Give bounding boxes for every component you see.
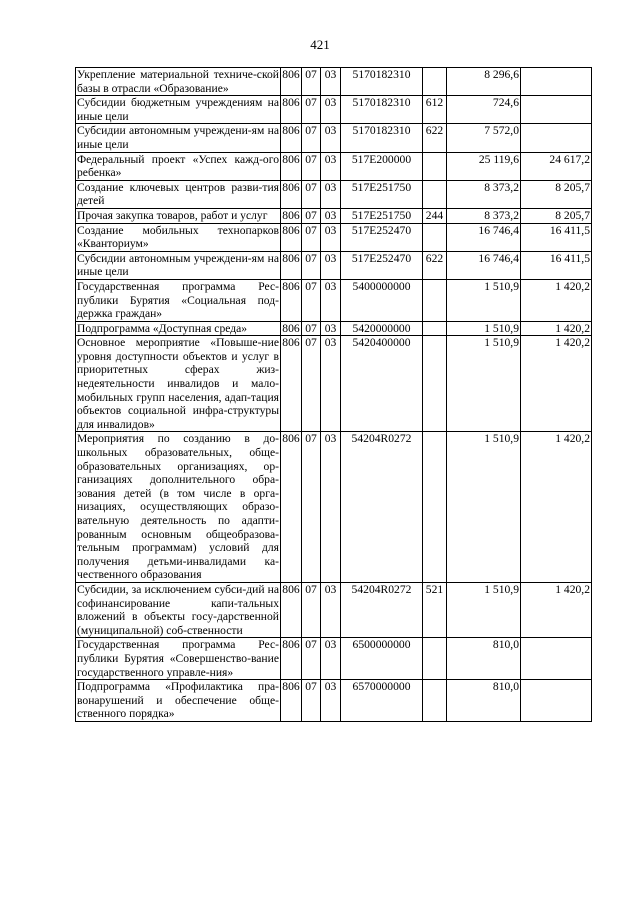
subsection-code: 03 [321, 680, 341, 722]
section-code: 07 [302, 96, 321, 124]
expense-type-code [423, 279, 447, 321]
expense-type-code [423, 321, 447, 336]
subsection-code: 03 [321, 208, 341, 223]
ministry-code: 806 [281, 638, 302, 680]
expense-type-code [423, 223, 447, 251]
table-row [76, 432, 592, 583]
section-code: 07 [302, 68, 321, 96]
table-row [76, 180, 592, 208]
expense-type-code [423, 638, 447, 680]
expense-type-code: 622 [423, 124, 447, 152]
budget-table [75, 67, 592, 722]
item-name: Основное мероприятие «Повыше-ние уровня доступности объектов и услуг в приоритетных сферах жиз-недеятельности инвалидов и мало-мобильных групп населения, адап-тация объектов социальной инфра-структуры для инвалидов» [77, 336, 279, 431]
ministry-code: 806 [282, 321, 300, 335]
section-code: 07 [302, 180, 321, 208]
subsection-code: 03 [321, 180, 341, 208]
amount-year-1: 1 510,9 [447, 321, 521, 336]
expense-type-code [423, 432, 447, 583]
item-name: Подпрограмма «Профилактика пра-вонарушений и обеспечение обще-ственного порядка» [77, 680, 279, 721]
item-name: Подпрограмма «Доступная среда» [76, 321, 281, 336]
amount-year-2: 8 205,7 [521, 208, 592, 223]
subsection-code: 03 [321, 279, 341, 321]
amount-year-1: 1 510,9 [447, 582, 521, 637]
subsection-code: 03 [321, 68, 341, 96]
item-name: Субсидии автономным учреждени-ям на иные цели [77, 124, 279, 151]
expense-type-code [423, 152, 447, 180]
subsection-code: 03 [321, 223, 341, 251]
item-name: Субсидии автономным учреждени-ям на иные цели [77, 251, 279, 279]
table-row [76, 336, 592, 432]
subsection-code: 03 [321, 124, 341, 152]
subsection-code: 03 [321, 432, 341, 583]
target-article-code: 54204R0272 [341, 582, 423, 637]
amount-year-2: 1 420,2 [521, 336, 592, 432]
subsection-code: 03 [321, 638, 341, 680]
ministry-code: 806 [281, 96, 302, 124]
section-code: 07 [302, 582, 321, 637]
amount-year-1: 8 373,2 [447, 208, 521, 223]
section-code: 07 [302, 152, 321, 180]
table-row [76, 321, 592, 336]
item-name: Мероприятия по созданию в до-школьных образовательных, обще-образовательных организациях, ор-ганизациях дополнительного обра-зования детей (в том числе в орга-низациях, осуществляющих образо-вательную деятельность по адапти-рованным основным общеобразова-тельным программам) условий для получения детьми-инвалидами ка-чественного образования [77, 432, 279, 582]
section-code: 07 [302, 336, 321, 432]
table-row [76, 279, 592, 321]
item-name: Прочая закупка товаров, работ и услуг [76, 208, 281, 223]
section-code: 07 [302, 279, 321, 321]
amount-year-1: 810,0 [447, 680, 521, 722]
amount-year-2 [521, 124, 592, 152]
table-row [76, 152, 592, 180]
amount-year-1: 8 373,2 [447, 180, 521, 208]
amount-year-2: 24 617,2 [521, 152, 592, 180]
page-number: 421 [310, 37, 330, 52]
subsection-code: 03 [321, 96, 341, 124]
amount-year-1: 1 510,9 [447, 279, 521, 321]
item-name: Создание ключевых центров разви-тия детей [77, 180, 279, 208]
expense-type-code [423, 180, 447, 208]
item-name: Государственная программа Рес-публики Бурятия «Совершенство-вание государственного управле-ния» [77, 638, 279, 679]
amount-year-1: 1 510,9 [447, 336, 521, 432]
target-article-code: 517E251750 [341, 180, 423, 208]
target-article-code: 517E252470 [341, 223, 423, 251]
item-name: Субсидии, за исключением субси-дий на софинансирование капи-тальных вложений в объекты госу-дарственной (муниципальной) соб-ственности [77, 582, 279, 637]
ministry-code: 806 [281, 251, 302, 279]
subsection-code: 03 [321, 336, 341, 432]
amount-year-2: 16 411,5 [521, 223, 592, 251]
item-name: Субсидии бюджетным учреждениям на иные цели [77, 96, 279, 123]
ministry-code: 806 [281, 124, 302, 152]
amount-year-2: 8 205,7 [521, 180, 592, 208]
target-article-code: 5400000000 [341, 279, 423, 321]
amount-year-1: 724,6 [447, 96, 521, 124]
ministry-code: 806 [281, 180, 302, 208]
target-article-code: 5170182310 [341, 124, 423, 152]
target-article-code: 517E252470 [341, 251, 423, 279]
target-article-code: 6500000000 [341, 638, 423, 680]
table-row [76, 124, 592, 152]
table-row [76, 96, 592, 124]
amount-year-1: 16 746,4 [447, 251, 521, 279]
amount-year-2: 1 420,2 [521, 432, 592, 583]
amount-year-2 [521, 68, 592, 96]
item-name: Государственная программа Рес-публики Бурятия «Социальная под-держка граждан» [77, 279, 279, 321]
expense-type-code: 622 [423, 251, 447, 279]
target-article-code: 5170182310 [341, 68, 423, 96]
amount-year-2: 1 420,2 [521, 582, 592, 637]
subsection-code: 03 [321, 251, 341, 279]
amount-year-1: 1 510,9 [447, 432, 521, 583]
expense-type-code: 612 [423, 96, 447, 124]
amount-year-2: 1 420,2 [521, 321, 592, 336]
expense-type-code [423, 68, 447, 96]
amount-year-1: 8 296,6 [447, 68, 521, 96]
section-code: 07 [302, 251, 321, 279]
section-code: 07 [302, 638, 321, 680]
item-name: Федеральный проект «Успех кажд-ого ребенка» [77, 152, 279, 180]
section-code: 07 [302, 124, 321, 152]
subsection-code: 03 [321, 321, 341, 336]
amount-year-1: 16 746,4 [447, 223, 521, 251]
amount-year-2: 1 420,2 [521, 279, 592, 321]
section-code: 07 [302, 321, 321, 336]
ministry-code: 806 [282, 208, 300, 222]
subsection-code: 03 [321, 582, 341, 637]
item-name: Укрепление материальной техниче-ской базы в отрасли «Образование» [77, 68, 279, 95]
target-article-code: 5420400000 [341, 336, 423, 432]
target-article-code: 517E251750 [341, 208, 423, 223]
amount-year-2 [521, 638, 592, 680]
expense-type-code [423, 336, 447, 432]
ministry-code: 806 [281, 680, 302, 722]
amount-year-2 [521, 680, 592, 722]
ministry-code: 806 [281, 152, 302, 180]
amount-year-1: 7 572,0 [447, 124, 521, 152]
table-row [76, 680, 592, 722]
target-article-code: 517E200000 [341, 152, 423, 180]
target-article-code: 5420000000 [341, 321, 423, 336]
ministry-code: 806 [281, 336, 302, 432]
table-row [76, 223, 592, 251]
section-code: 07 [302, 208, 321, 223]
section-code: 07 [302, 432, 321, 583]
expense-type-code [423, 680, 447, 722]
subsection-code: 03 [321, 152, 341, 180]
ministry-code: 806 [281, 582, 302, 637]
expense-type-code: 244 [423, 208, 447, 223]
amount-year-1: 810,0 [447, 638, 521, 680]
ministry-code: 806 [281, 223, 302, 251]
table-row [76, 582, 592, 637]
target-article-code: 54204R0272 [341, 432, 423, 583]
section-code: 07 [302, 680, 321, 722]
target-article-code: 5170182310 [341, 96, 423, 124]
table-row [76, 251, 592, 279]
expense-type-code: 521 [423, 582, 447, 637]
target-article-code: 6570000000 [341, 680, 423, 722]
amount-year-2 [521, 96, 592, 124]
table-row [76, 208, 592, 223]
item-name: Создание мобильных технопарков «Кванториум» [77, 223, 279, 251]
ministry-code: 806 [281, 68, 302, 96]
table-row [76, 638, 592, 680]
table-row [76, 68, 592, 96]
section-code: 07 [302, 223, 321, 251]
amount-year-1: 25 119,6 [447, 152, 521, 180]
ministry-code: 806 [281, 279, 302, 321]
ministry-code: 806 [281, 432, 302, 583]
amount-year-2: 16 411,5 [521, 251, 592, 279]
